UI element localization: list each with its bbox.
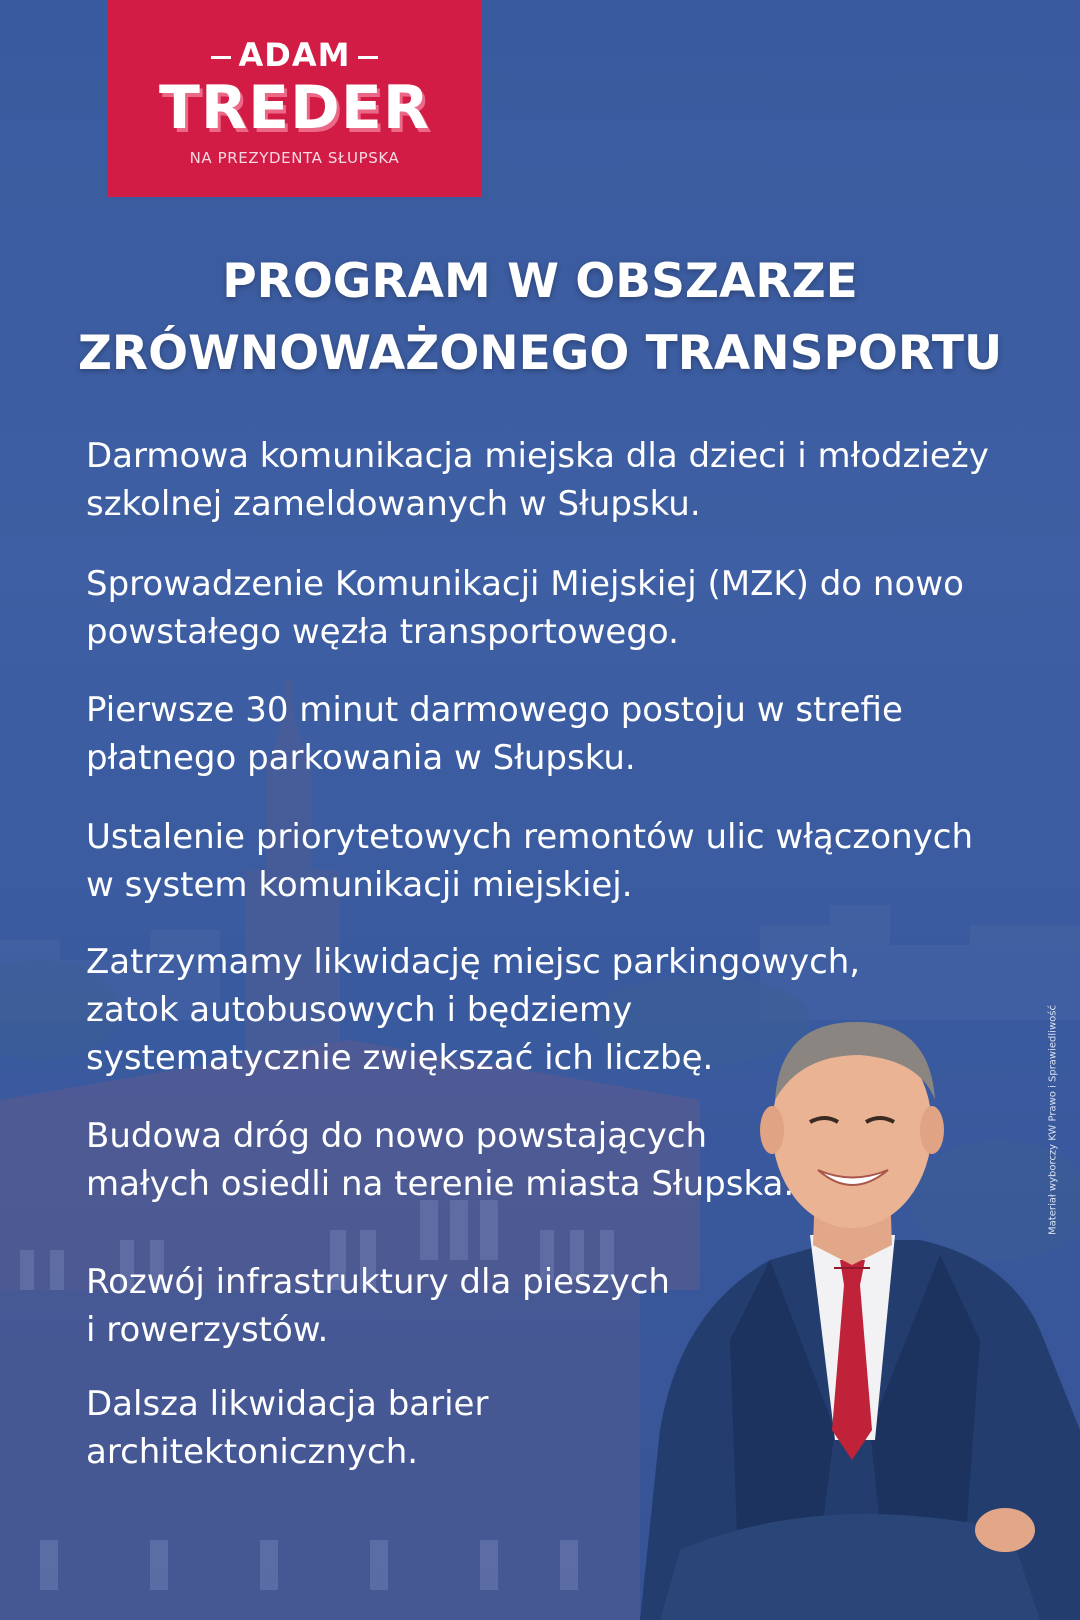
logo-subtitle: NA PREZYDENTA SŁUPSKA — [189, 149, 400, 167]
logo-first-name: ADAM — [238, 36, 351, 74]
program-item: Zatrzymamy likwidację miejsc parkingowych, zatok autobusowych i będziemy systematycznie zwiększać ich liczbę. — [86, 942, 861, 1078]
logo-dash-right — [358, 56, 378, 59]
candidate-logo — [108, 0, 481, 197]
page-title-line-1: PROGRAM W OBSZARZE — [222, 254, 858, 309]
program-item: Pierwsze 30 minut darmowego postoju w strefie płatnego parkowania w Słupsku. — [86, 690, 903, 778]
campaign-disclaimer: Materiał wyborczy KW Prawo i Sprawiedliwość — [1047, 1005, 1059, 1235]
program-item: Dalsza likwidacja barier architektonicznych. — [86, 1384, 489, 1472]
program-item: Darmowa komunikacja miejska dla dzieci i młodzieży szkolnej zameldowanych w Słupsku. — [86, 436, 989, 524]
logo-last-name: TREDER — [158, 73, 431, 143]
logo-dash-left — [211, 56, 231, 59]
page-title — [40, 246, 1040, 390]
program-item: Rozwój infrastruktury dla pieszych i rowerzystów. — [86, 1262, 670, 1350]
program-item: Ustalenie priorytetowych remontów ulic włączonych w system komunikacji miejskiej. — [86, 817, 973, 905]
candidate-portrait — [620, 1010, 1080, 1620]
program-item: Sprowadzenie Komunikacji Miejskiej (MZK) do nowo powstałego węzła transportowego. — [86, 564, 964, 652]
program-item: Budowa dróg do nowo powstających małych osiedli na terenie miasta Słupska. — [86, 1116, 795, 1204]
page-title-line-2: ZRÓWNOWAŻONEGO TRANSPORTU — [77, 326, 1003, 381]
